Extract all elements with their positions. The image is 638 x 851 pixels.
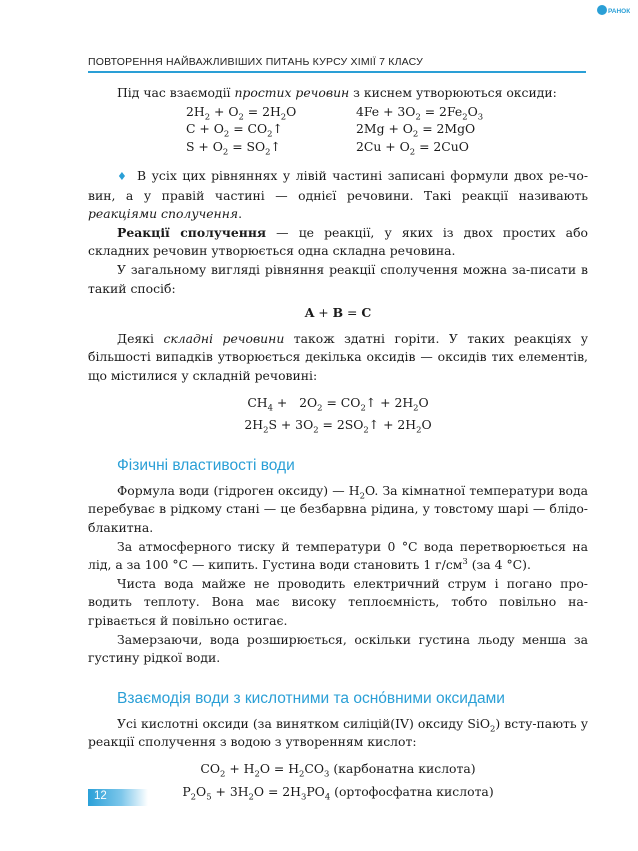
publisher-logo-icon — [596, 4, 630, 16]
section-title-physical: Фізичні властивості води — [117, 456, 295, 474]
equation: $2Cu + O_2 = 2CuO$ — [356, 138, 469, 157]
acidic-oxides-paragraph: Усі кислотні оксиди (за винятком силіцій(IV) оксиду SiO$_2$) всту-пають у реакції сполучення з водою з утворенням кислот: — [88, 715, 588, 750]
water-conductivity-paragraph: Чиста вода майже не проводить електричний струм і погано про-водить теплоту. Вона має високу теплоємність, тобто повільно на-грівається й повільно остигає. — [88, 575, 588, 628]
page-content — [88, 84, 588, 805]
equation: $2Mg + O_2 = 2MgO$ — [356, 121, 476, 139]
section-title-oxides: Взаємодія води з кислотними та осно́вними оксидами — [117, 689, 505, 707]
intro-paragraph: Під час взаємодії простих речовин з киснем утворюються оксиди: — [117, 85, 557, 100]
general-equation: A + B = C — [304, 305, 372, 321]
combustion-equation: $CH_4 + 2O_2$ = $CO_2↑ + 2H_2O$ — [247, 394, 429, 413]
definition-paragraph: Реакції сполучення — це реакції, у яких із двох простих або складних речовин утворюється одна складна речовина. — [88, 224, 588, 259]
combination-paragraph: ♦ В усіх цих рівняннях у лівій частині записані формули двох ре-човин, а у правій частині — однієї речовини. Такі реакції називають реакціями сполучення. — [88, 168, 588, 222]
water-formula-paragraph: Формула води (гідроген оксиду) — $H_2O$. За кімнатної температури вода перебуває в рідкому стані — це безбарвна рідина, у товстому шарі — блідо-блакитна. — [88, 482, 589, 535]
header-rule — [88, 71, 586, 73]
water-density-paragraph: За атмосферного тиску й температури 0 °С вода перетворюється на лід, а за 100 °С — кипить. Густина води становить 1 $г/см^3$ (за 4 °С). — [88, 538, 588, 573]
diamond-bullet-icon: ♦ — [117, 170, 129, 184]
oxide-equations — [186, 103, 588, 156]
phosphoric-acid-equation: $P_2O_5 + 3H_2O = 2H_3PO_4$ (ортофосфатна кислота) — [182, 783, 494, 801]
carbonic-acid-equation: $CO_2 + H_2O = H_2CO_3$ (карбонатна кислота) — [200, 760, 476, 779]
equation: $2H_2 + O_2 = 2H_2O$ — [186, 103, 297, 122]
combustion-equation: $2H_2S + 3O_2$ = $2SO_2↑ + 2H_2O$ — [244, 417, 432, 435]
page-number-tab — [88, 789, 148, 806]
general-form-paragraph: У загальному вигляді рівняння реакції сполучення можна за-писати в такий спосіб: — [88, 262, 588, 296]
running-title: ПОВТОРЕННЯ НАЙВАЖЛИВІШИХ ПИТАНЬ КУРСУ ХІМІЇ 7 КЛАСУ — [88, 56, 423, 68]
equation: $4Fe + 3O_2 = 2Fe_2O_3$ — [356, 103, 484, 122]
equation: $S + O_2$ = $SO_2↑$ — [186, 138, 281, 157]
complex-substances-paragraph: Деякі складні речовини також здатні горіти. У таких реакціях у більшості випадків утворюється декілька оксидів — оксидів тих елементів, що містилися у складній речовині: — [88, 330, 588, 384]
equation: $C + O_2$ = $CO_2↑$ — [186, 121, 283, 139]
svg-text:РАНОК: РАНОК — [608, 8, 630, 15]
page-number: 12 — [94, 790, 107, 802]
water-freezing-paragraph: Замерзаючи, вода розширюється, оскільки густина льоду менша за густину рідкої води. — [88, 631, 588, 666]
